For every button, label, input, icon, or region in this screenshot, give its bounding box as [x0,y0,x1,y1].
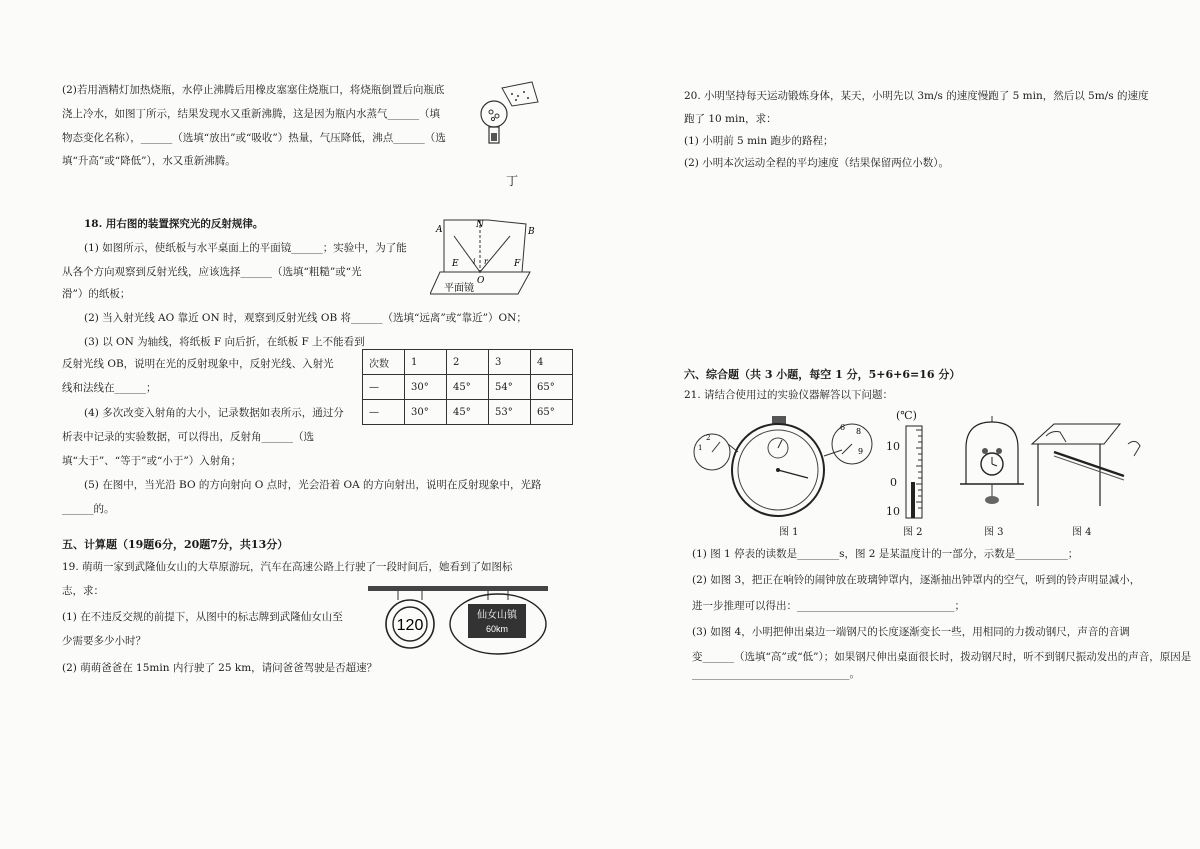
speed-limit-value: 120 [396,617,424,634]
svg-text:2: 2 [706,434,711,442]
q21-p3-line2: 变______（选填“高”或“低”）；如果钢尺伸出桌面很长时，拨动钢尺时，听不到钢尺振动发出的声音，原因是 [692,651,1192,663]
label-A: A [436,225,443,235]
svg-text:1: 1 [698,444,703,452]
q17-line-1: (2)若用酒精灯加热烧瓶，水停止沸腾后用橡皮塞塞住烧瓶口，将烧瓶倒置后向瓶底 [62,84,445,96]
q18-p3-line1: (3) 以 ON 为轴线，将纸板 F 向后折，在纸板 F 上不能看到 [84,336,365,348]
q20-p1: (1) 小明前 5 min 跑步的路程； [684,135,834,147]
table-cell: 2 [447,350,489,375]
table-row [363,375,573,400]
right-page [600,0,1200,849]
table-cell: — [363,375,405,400]
q18-p5-line2: ______的。 [62,503,115,515]
caption-figure-3: 图 3 [984,527,1004,538]
table-row [363,350,573,375]
table-cell: 次数 [363,350,405,375]
bell-jar-figure [956,414,1028,512]
table-cell: 30° [405,375,447,400]
table-cell: 30° [405,400,447,425]
q18-p1-line2: 从各个方向观察到反射光线，应该选择______（选填“粗糙”或“光 [62,266,362,278]
q19-p1-line2: 少需要多少小时？ [62,635,146,647]
q20-p2: (2) 小明本次运动全程的平均速度（结果保留两位小数）。 [684,157,949,169]
caption-figure-4: 图 4 [1072,527,1092,538]
label-mirror: 平面镜 [444,283,474,294]
ruler-table-figure [1024,414,1144,512]
table-cell: 54° [489,375,531,400]
q18-p5-line1: (5) 在图中，当光沿 BO 的方向射向 O 点时，光会沿着 OA 的方向射出，说明在反射现象中，光路 [84,479,542,491]
q18-p4-line1: (4) 多次改变入射角的大小，记录数据如表所示，通过分 [84,407,344,419]
stopwatch-figure [692,410,878,522]
table-cell: 1 [405,350,447,375]
table-cell: 4 [531,350,573,375]
reflection-diagram [430,214,545,304]
label-N: N [476,220,484,230]
figure-ding-label: 丁 [506,174,519,188]
table-row [363,400,573,425]
q21-p1: (1) 图 1 停表的读数是________s，图 2 是某温度计的一部分，示数是__________； [692,548,1079,560]
q21-p2-line2: 进一步推理可以得出：______________________________； [692,600,965,612]
table-cell: 45° [447,400,489,425]
q18-p1-line1: (1) 如图所示，使纸板与水平桌面上的平面镜______；实验中，为了能 [84,242,407,254]
table-cell: 53° [489,400,531,425]
q19-intro-line1: 19. 萌萌一家到武隆仙女山的大草原游玩，汽车在高速公路上行驶了一段时间后，她看到了如图标 [62,561,513,573]
thermometer-tick-10: 10 [886,440,900,453]
q17-line-4: 填“升高”或“降低”），水又重新沸腾。 [62,155,236,167]
inverted-flask-figure [472,78,544,150]
q18-p2: (2) 当入射光线 AO 靠近 ON 时，观察到反射光线 OB 将______（选填“远离”或“靠近”）ON； [84,312,527,324]
label-E: E [452,259,459,269]
q19-intro-line2: 志，求： [62,585,104,597]
table-cell: 3 [489,350,531,375]
q21-p2-line1: (2) 如图 3，把正在响铃的闹钟放在玻璃钟罩内，逐渐抽出钟罩内的空气，听到的铃声明显减小， [692,574,1141,586]
destination-name: 仙女山镇 [477,610,517,621]
q20-intro-line2: 跑了 10 min，求： [684,113,777,125]
caption-figure-2: 图 2 [903,527,923,538]
label-F: F [514,259,521,269]
thermometer-figure [902,424,926,520]
thermometer-tick-minus-10: 10 [886,505,900,518]
svg-text:9: 9 [858,447,864,456]
q21-p3-line1: (3) 如图 4，小明把伸出桌边一端钢尺的长度逐渐变长一些，用相同的力拨动钢尺，声音的音调 [692,626,1130,638]
thermometer-unit: (℃) [896,409,917,422]
road-sign-figure [366,582,551,660]
section-6-heading: 六、综合题（共 3 小题，每空 1 分，5+6+6=16 分） [684,368,961,381]
table-cell: 65° [531,375,573,400]
destination-distance: 60km [485,624,509,634]
svg-text:6: 6 [840,423,846,432]
table-cell: — [363,400,405,425]
svg-text:8: 8 [856,427,862,436]
q18-p4-line2: 析表中记录的实验数据，可以得出，反射角______（选 [62,431,314,443]
q18-p3-line3: 线和法线在______； [62,382,157,394]
table-cell: 65° [531,400,573,425]
label-B: B [528,227,535,237]
q20-intro-line1: 20. 小明坚持每天运动锻炼身体，某天，小明先以 3m/s 的速度慢跑了 5 min，然后以 5m/s 的速度 [684,90,1149,102]
q21-intro: 21. 请结合使用过的实验仪器解答以下问题： [684,389,894,401]
q18-title: 18. 用右图的装置探究光的反射规律。 [84,218,264,230]
q18-p4-line3: 填“大于”、“等于”或“小于”）入射角； [62,455,242,467]
label-r: r [484,257,488,266]
q18-p3-line2: 反射光线 OB，说明在光的反射现象中，反射光线、入射光 [62,358,334,370]
label-i: i [473,257,476,266]
q21-p3-line3: ______________________________。 [692,668,860,680]
caption-figure-1: 图 1 [779,527,799,538]
thermometer-tick-0: 0 [890,476,897,489]
reflection-data-table [362,349,573,425]
q19-p2: (2) 萌萌爸爸在 15min 内行驶了 25 km，请问爸爸驾驶是否超速？ [62,662,378,674]
section-5-heading: 五、计算题（19题6分，20题7分，共13分） [62,538,289,551]
q19-p1-line1: (1) 在不违反交规的前提下，从图中的标志牌到武隆仙女山至 [62,611,343,623]
q18-p1-line3: 滑”）的纸板； [62,288,131,300]
q17-line-3: 物态变化名称），______（选填“放出”或“吸收”）热量，气压降低，沸点______（选 [62,132,446,144]
q17-line-2: 浇上冷水，如图丁所示，结果发现水又重新沸腾，这是因为瓶内水蒸气______（填 [62,108,440,120]
label-O: O [477,276,485,286]
table-cell: 45° [447,375,489,400]
